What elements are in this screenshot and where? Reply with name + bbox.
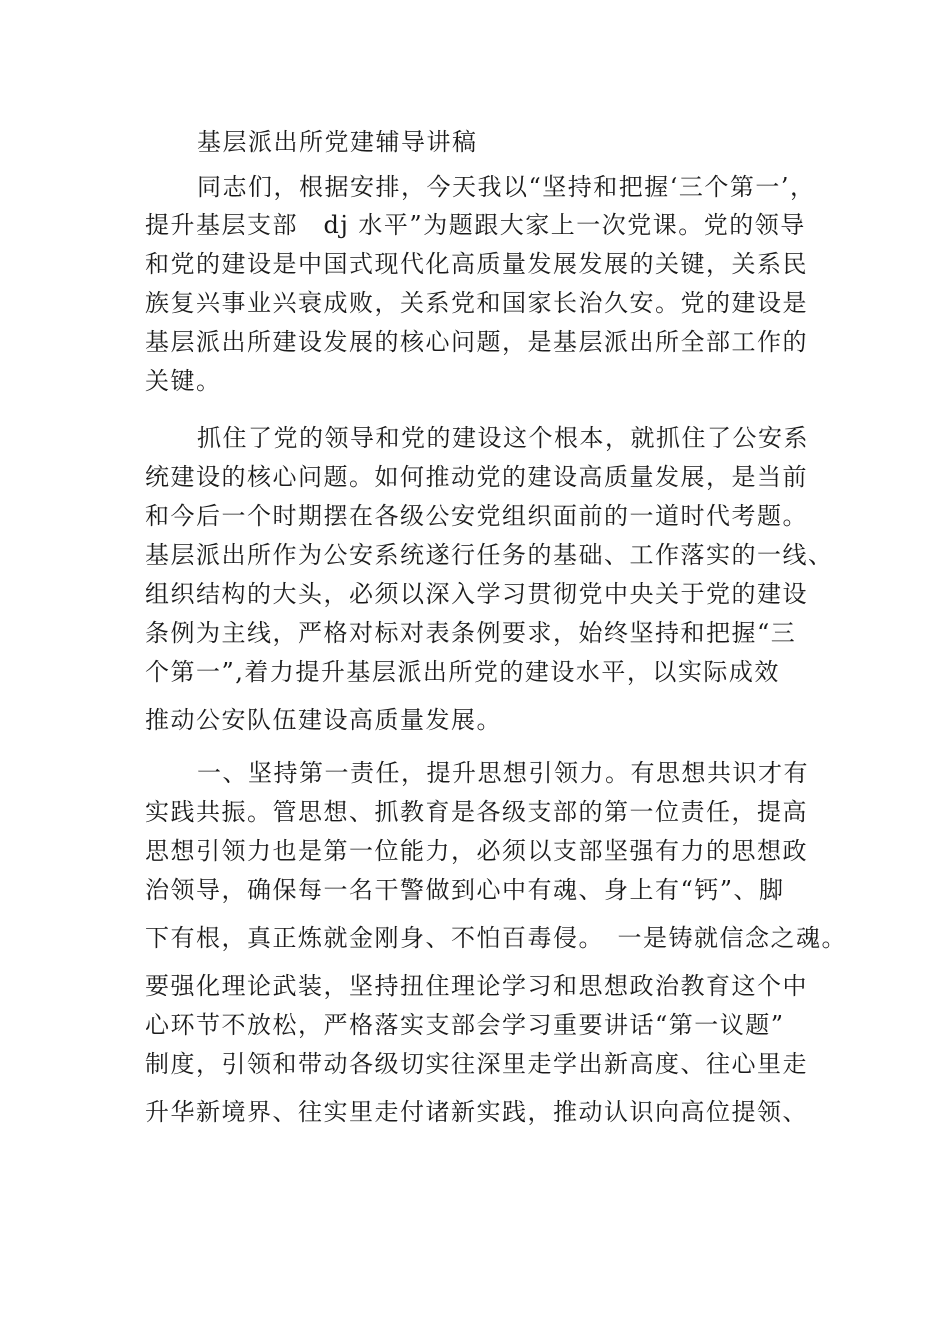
text-line: 推动公安队伍建设高质量发展。	[145, 706, 502, 734]
text-line: 和党的建设是中国式现代化高质量发展发展的关键，关系民	[145, 250, 808, 278]
text-line: 下有根，真正炼就金刚身、不怕百毒侵。 一是铸就信念之魂。	[145, 924, 847, 952]
text-line: 统建设的核心问题。如何推动党的建设高质量发展，是当前	[145, 463, 808, 491]
text-line: 抓住了党的领导和党的建设这个根本，就抓住了公安系	[197, 424, 809, 452]
text-line: 族复兴事业兴衰成败，关系党和国家长治久安。党的建设是	[145, 289, 808, 317]
text-line: 提升基层支部 dj 水平”为题跟大家上一次党课。党的领导	[145, 211, 806, 239]
text-line: 要强化理论武装，坚持扭住理论学习和思想政治教育这个中	[145, 972, 808, 1000]
text-line: 个第一”,着力提升基层派出所党的建设水平，以实际成效	[145, 658, 780, 686]
text-line: 条例为主线，严格对标对表条例要求，始终坚持和把握“三	[145, 619, 797, 647]
text-line: 心环节不放松，严格落实支部会学习重要讲话“第一议题”	[145, 1011, 785, 1039]
text-line: 关键。	[145, 367, 222, 395]
text-line: 和今后一个时期摆在各级公安党组织面前的一道时代考题。	[145, 502, 808, 530]
text-line: 一、坚持第一责任，提升思想引领力。有思想共识才有	[197, 759, 809, 787]
text-line: 实践共振。管思想、抓教育是各级支部的第一位责任，提高	[145, 798, 808, 826]
document-title: 基层派出所党建辅导讲稿	[197, 128, 478, 156]
text-line: 升华新境界、往实里走付诸新实践，推动认识向高位提领、	[145, 1098, 808, 1126]
text-line: 制度，引领和带动各级切实往深里走学出新高度、往心里走	[145, 1050, 808, 1078]
text-line: 同志们，根据安排，今天我以“坚持和把握‘三个第一’，	[197, 173, 816, 201]
text-line: 思想引领力也是第一位能力，必须以支部坚强有力的思想政	[145, 837, 808, 865]
text-line: 治领导，确保每一名干警做到心中有魂、身上有“钙”、脚	[145, 876, 785, 904]
text-line: 组织结构的大头，必须以深入学习贯彻党中央关于党的建设	[145, 580, 808, 608]
text-line: 基层派出所作为公安系统遂行任务的基础、工作落实的一线、	[145, 541, 834, 569]
text-line: 基层派出所建设发展的核心问题，是基层派出所全部工作的	[145, 328, 808, 356]
